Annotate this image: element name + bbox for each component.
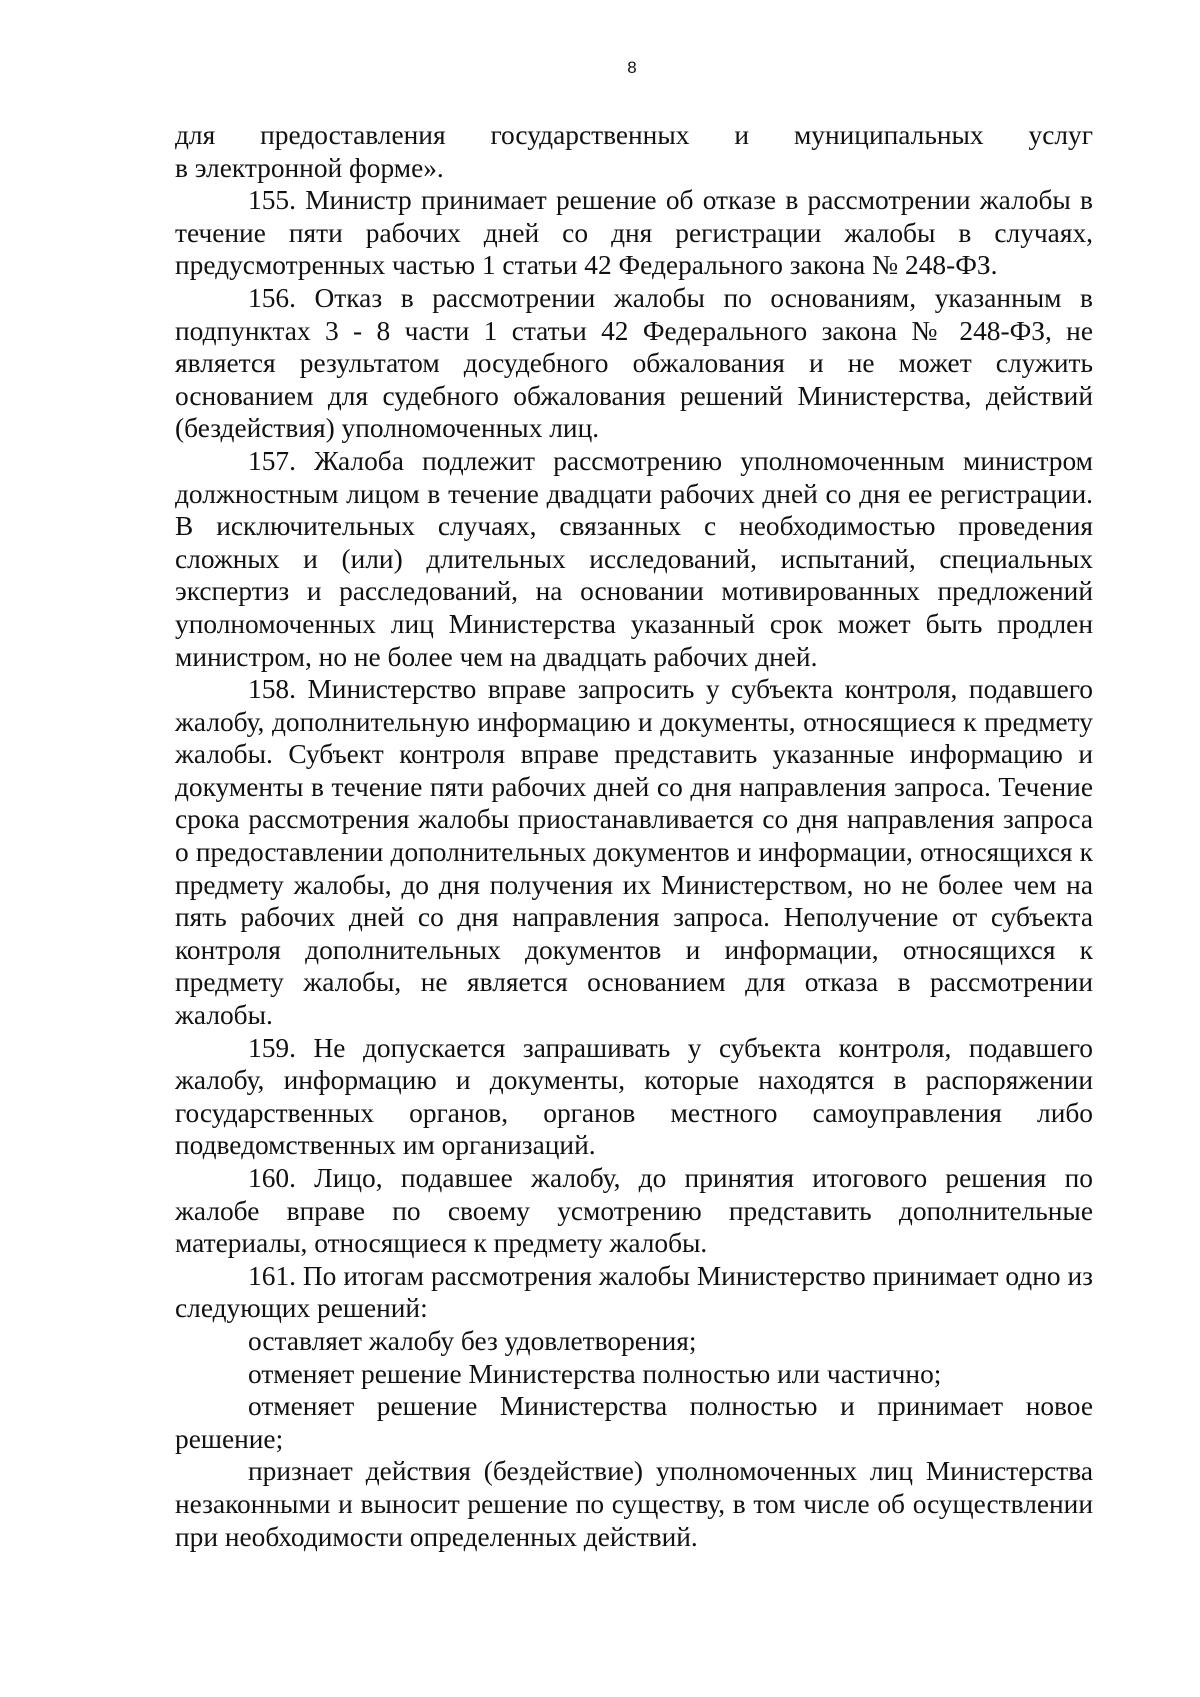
paragraph-158: 158. Министерство вправе запросить у субъекта контроля, подавшего жалобу, дополнительную информацию и документы, относящиеся к предмету жалобы. Субъект контроля вправе представить указанные информацию и документы в течение пяти рабочих дней со дня направления запроса. Течение срока рассмотрения жалобы приостанавливается со дня направления запроса о предоставлении дополнительных документов и информации, относящихся к предмету жалобы, до дня получения их Министерством, но не более чем на пять рабочих дней со дня направления запроса. Неполучение от субъекта контроля дополнительных документов и информации, относящихся к предмету жалобы, не является основанием для отказа в рассмотрении жалобы. bbox=[175, 674, 1093, 1031]
paragraph-continuation bbox=[175, 119, 1093, 184]
paragraph-160: 160. Лицо, подавшее жалобу, до принятия итогового решения по жалобе вправе по своему усмотрению представить дополнительные материалы, относящиеся к предмету жалобы. bbox=[175, 1163, 1093, 1259]
page-number: 8 bbox=[627, 58, 637, 77]
paragraph-161: 161. По итогам рассмотрения жалобы Министерство принимает одно из следующих решений: bbox=[175, 1260, 1093, 1324]
paragraph-157: 157. Жалоба подлежит рассмотрению уполномоченным министром должностным лицом в течение двадцати рабочих дней со дня ее регистрации. В исключительных случаях, связанных с необходимостью проведения сложных и (или) длительных исследований, испытаний, специальных экспертиз и расследований, на основании мотивированных предложений уполномоченных лиц Министерства указанный срок может быть продлен министром, но не более чем на двадцать рабочих дней. bbox=[175, 445, 1093, 672]
paragraph-155: 155. Министр принимает решение об отказе в рассмотрении жалобы в течение пяти рабочих дней со дня регистрации жалобы в случаях, предусмотренных частью 1 статьи 42 Федерального закона № 248-ФЗ. bbox=[175, 185, 1093, 281]
decision-option-1: оставляет жалобу без удовлетворения; bbox=[248, 1325, 697, 1356]
paragraph-159: 159. Не допускается запрашивать у субъекта контроля, подавшего жалобу, информацию и документы, которые находятся в распоряжении государственных органов, органов местного самоуправления либо подведомственных им организаций. bbox=[175, 1032, 1093, 1161]
decision-option-2: отменяет решение Министерства полностью или частично; bbox=[248, 1358, 942, 1389]
decision-option-4: признает действия (бездействие) уполномоченных лиц Министерства незаконными и выносит решение по существу, в том числе об осуществлении при необходимости определенных действий. bbox=[175, 1456, 1093, 1552]
paragraph-continuation-line-1: для предоставления государственных и муниципальных услуг bbox=[175, 120, 1093, 150]
decision-option-3: отменяет решение Министерства полностью и принимает новое решение; bbox=[175, 1391, 1093, 1454]
paragraph-156: 156. Отказ в рассмотрении жалобы по основаниям, указанным в подпунктах 3 - 8 части 1 статьи 42 Федерального закона № 248-ФЗ, не является результатом досудебного обжалования и не может служить основанием для судебного обжалования решений Министерства, действий (бездействия) уполномоченных лиц. bbox=[175, 282, 1093, 444]
paragraph-continuation-line-2: в электронной форме». bbox=[175, 152, 444, 183]
document-body bbox=[175, 119, 1093, 1553]
